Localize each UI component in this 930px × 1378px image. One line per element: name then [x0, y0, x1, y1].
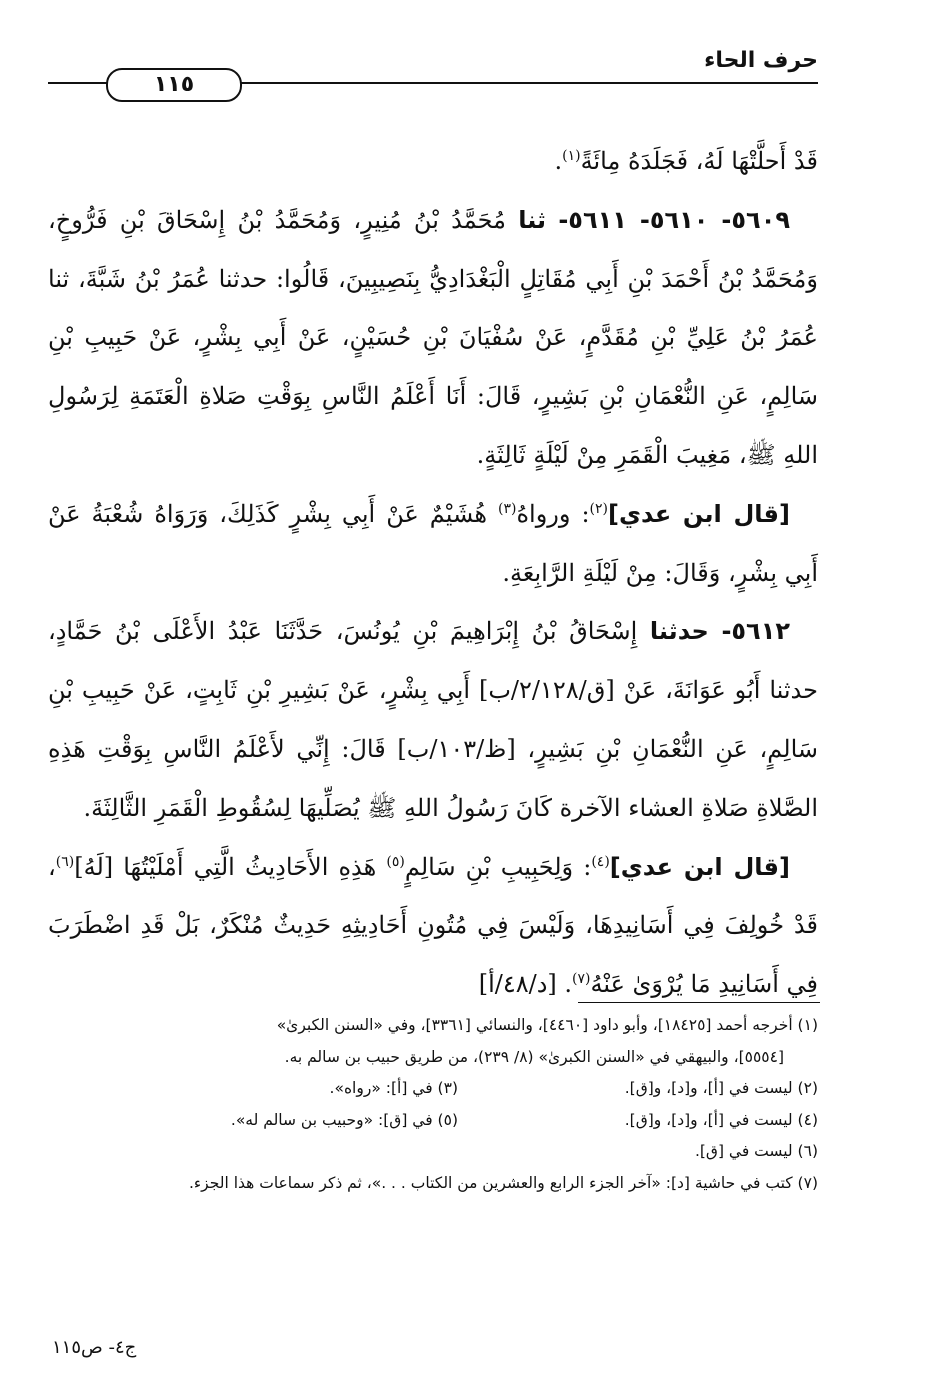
page-number: ١١٥: [106, 68, 242, 102]
hadith-numbers: ٥٦٠٩- ٥٦١٠- ٥٦١١-: [558, 205, 790, 234]
paragraph-5-text-c: ، قَدْ خُولِفَ فِي أَسَانِيدِهَا، وَلَيْسَ فِي مُتُونِ أَحَادِيثِهِ حَدِيثٌ مُنْكَرٌ، بَلْ قَدِ اضْطَرَبَ فِي أَسَانِيدِ مَا يُرْوَىٰ عَنْهُ: [48, 852, 818, 999]
sheet-signature: ج٤- ص١١٥: [52, 1337, 137, 1358]
footnote-ref-2: (٢): [589, 500, 609, 517]
footnote-row: [48, 1073, 818, 1105]
paragraph-5-end: . [د/٤٨/أ]: [478, 970, 573, 999]
footnote-1-continuation: [٥٥٥٤]، والبيهقي في «السنن الكبرىٰ» (٨/ ٢٣٩)، من طريق حبيب بن سالم به.: [284, 1047, 784, 1066]
footnote-2: (٢) ليست في [أ]، و[د]، و[ق].: [624, 1079, 818, 1097]
footnote-ref-6: (٦): [55, 853, 75, 870]
paragraph-3: [48, 485, 818, 603]
footnote-separator: [578, 1002, 820, 1003]
footnote-ref-7: (٧): [572, 971, 591, 988]
footnote-ref-4: (٤): [591, 853, 610, 870]
paragraph-2: [48, 191, 818, 485]
footnote-4: (٤) ليست في [أ]، و[د]، و[ق].: [624, 1110, 818, 1129]
ibn-adi-label: [قال ابن عدي]: [609, 852, 790, 881]
paragraph-2-text: مُحَمَّدُ بْنُ مُنِيرٍ، وَمُحَمَّدُ بْنُ إِسْحَاقَ بْنِ فَرُّوخٍ، وَمُحَمَّدُ بْنُ أَحْمَدَ بْنِ أَبِي مُقَاتِلٍ الْبَغْدَادِيُّ بِنَصِيبِينَ، قَالُوا: حدثنا عُمَرُ بْنُ شَبَّةَ، ثنا عُمَرُ بْنُ عَلِيِّ بْنِ مُقَدَّمٍ، عَنْ سُفْيَانَ بْنِ حُسَيْنٍ، عَنْ أَبِي بِشْرٍ، عَنْ حَبِيبِ بْنِ سَالِمٍ، عَنِ النُّعْمَانِ بْنِ بَشِيرٍ، قَالَ: أَنَا أَعْلَمُ النَّاسِ بِوَقْتِ صَلاةِ الْعَتَمَةِ لِرَسُولِ اللهِ ﷺ، مَغِيبَ الْقَمَرِ مِنْ لَيْلَةٍ ثَالِثَةٍ.: [48, 205, 818, 469]
paragraph-3-text-a: : ورواهُ: [516, 499, 590, 528]
paragraph-4-text: إِسْحَاقُ بْنُ إِبْرَاهِيمَ بْنِ يُونُسَ، حَدَّثَنَا عَبْدُ الأَعْلَى بْنُ حَمَّادٍ، حدثنا أَبُو عَوَانَةَ، عَنْ [ق/٢/١٢٨/ب] أَبِي بِشْرٍ، عَنْ بَشِيرِ بْنِ ثَابِتٍ، عَنْ حَبِيبِ بْنِ سَالِمٍ، عَنِ النُّعْمَانِ بْنِ بَشِيرٍ، [ظ/١٠٣/ب] قَالَ: إِنِّي لأَعْلَمُ النَّاسِ بِوَقْتِ هَذِهِ الصَّلاةِ صَلاةِ العشاء الآخرة كَانَ رَسُولُ اللهِ ﷺ يُصَلِّيهَا لِسُقُوطِ الْقَمَرِ الثَّالِثَةَ.: [48, 617, 819, 822]
paragraph-1: [48, 132, 818, 191]
paragraph-5-text-a: : وَلِحَبِيبِ بْنِ سَالِمٍ: [404, 852, 592, 881]
main-text: [48, 132, 818, 1014]
footnote-5: (٥) في [ق]: «وحبيب بن سالم له».: [230, 1110, 458, 1129]
paragraph-1-text: قَدْ أَحلَّتْهَا لَهُ، فَجَلَدَهُ مِائَةً: [580, 147, 818, 175]
footnote-1: (١) أخرجه أحمد [١٨٤٢٥]، وأبو داود [٤٤٦٠]، والنسائي [٣٣٦١]، وفي «السنن الكبرىٰ»: [276, 1016, 818, 1034]
paragraph-3-text-b: هُشَيْمٌ عَنْ أَبِي بِشْرٍ كَذَلِكَ، وَرَوَاهُ شُعْبَةُ عَنْ أَبِي بِشْرٍ، وَقَالَ: مِنْ لَيْلَةِ الرَّابِعَةِ.: [48, 499, 818, 587]
footnote-6: (٦) ليست في [ق].: [694, 1142, 818, 1160]
paragraph-1-end: .: [554, 147, 563, 175]
ibn-adi-label: [قال ابن عدي]: [608, 499, 790, 528]
hadith-number: ٥٦١٢-: [721, 617, 790, 646]
page-header: [48, 48, 818, 118]
footnote-ref-1: (١): [562, 148, 581, 164]
paragraph-5: [48, 838, 818, 1014]
footnote-7: (٧) كتب في حاشية [د]: «آخر الجزء الرابع والعشرين من الكتاب . . .»، ثم ذكر سماعات هذا الجزء.: [188, 1173, 818, 1192]
narration-lead: ثنا: [518, 205, 547, 234]
paragraph-5-text-b: هَذِهِ الأَحَادِيثُ الَّتِي أَمْلَيْتُهَا [لَهُ]: [74, 852, 377, 881]
paragraph-4: [48, 602, 818, 837]
narration-lead: حدثنا: [649, 617, 709, 646]
footnote-3: (٣) في [أ]: «رواه».: [329, 1079, 458, 1097]
footnote-row: [48, 1105, 818, 1137]
footnote-ref-3: (٣): [498, 500, 517, 517]
running-title: حرف الحاء: [704, 48, 818, 73]
footnote-ref-5: (٥): [386, 853, 405, 870]
footnotes: [48, 1010, 818, 1199]
